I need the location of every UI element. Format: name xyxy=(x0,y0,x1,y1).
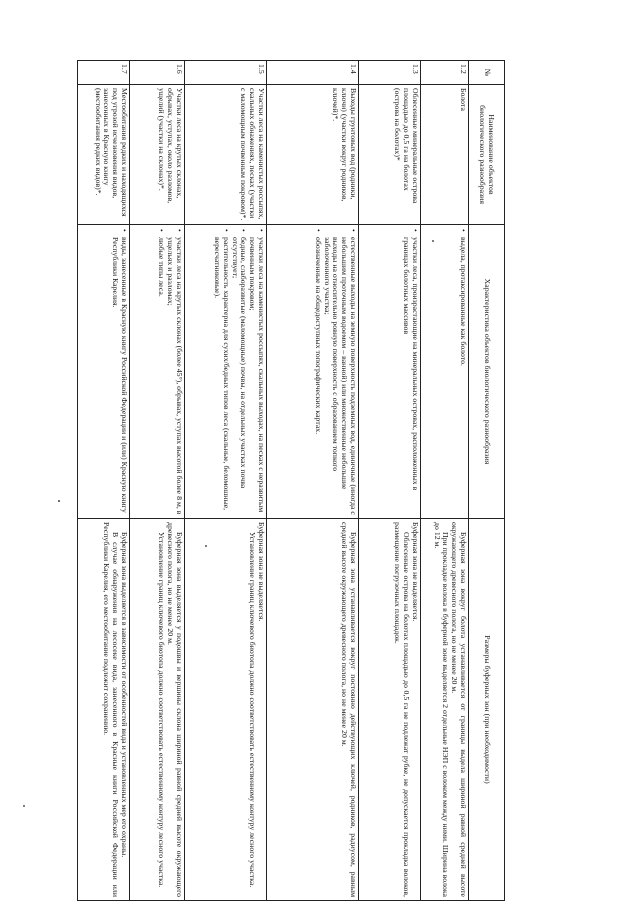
object-characteristics xyxy=(359,225,421,519)
buffer-zone-text xyxy=(359,519,421,901)
scan-speck xyxy=(58,500,60,502)
buffer-paragraph: Облесенные острова на болотах площадью до 0,5 га не подлежат рубке, не допускается прокладка волоков, размещение погрузочных площадок. xyxy=(393,522,412,897)
header-object-name: Наименование объектов биологического разнообразия xyxy=(469,85,505,225)
scan-speck xyxy=(432,240,434,242)
buffer-paragraph: Буферная зона не выделяется. xyxy=(257,522,266,622)
buffer-paragraph: Буферная зона выделяется у подошвы и вершины склона шириной равной средней высоте окружающего древесного полога, но не менее 20 м. xyxy=(166,522,184,897)
header-characteristics: Характеристика объектов биологического разнообразия xyxy=(469,225,505,519)
characteristic-item: • растительность характерна для сухих/бедных типов леса (скальные, беломошные, вересчатниковые). xyxy=(212,237,230,515)
buffer-zone-text xyxy=(267,519,359,901)
characteristic-item: • участки леса, произрастающие на минеральных островах, расположенных в границах болотных массивов xyxy=(401,237,419,515)
header-buffer-zone: Размеры буферных зон (при необходимости) xyxy=(469,519,505,901)
object-name: Болота xyxy=(421,85,469,225)
row-number: 1.3 xyxy=(359,61,421,85)
buffer-zone-text xyxy=(130,519,185,901)
buffer-paragraph: При прокладке волока в буферной зоне выделяется 2 отдельные НЭП с волоком между ними. Ширина волока до 12 м. xyxy=(432,522,451,897)
characteristic-item: • выдела, протаксированные как болото. xyxy=(458,237,467,515)
object-characteristics xyxy=(130,225,185,519)
characteristic-item: • виды, занесенные в Красную книгу Российской Федерации и (или) Красную книгу Республики Карелия. xyxy=(110,237,128,515)
table-row xyxy=(185,61,267,901)
object-name: Местообитания редких и находящихся под угрозой исчезновения видов, занесенных в Красную книгу (местообитания редких видов)*. xyxy=(78,85,130,225)
buffer-paragraph: Буферная зона устанавливается вокруг постоянно действующих ключей, родников, радиусом, равным средней высоте окружающего древесного полога, но не менее 20 м. xyxy=(340,522,358,897)
rotated-page xyxy=(80,60,505,900)
biodiversity-table xyxy=(77,60,505,901)
object-characteristics xyxy=(185,225,267,519)
table-row xyxy=(78,61,130,901)
scan-speck xyxy=(23,805,25,807)
row-number: 1.6 xyxy=(130,61,185,85)
table-row xyxy=(359,61,421,901)
buffer-paragraph: Буферная зона не выделяется. xyxy=(411,522,420,622)
object-name: Участки леса на каменистых россыпях, скальных обнажениях, песках (участки с маломощным почвенным покровом)*. xyxy=(185,85,267,225)
scan-speck xyxy=(205,545,207,547)
buffer-zone-text xyxy=(78,519,130,901)
row-number: 1.7 xyxy=(78,61,130,85)
table-row xyxy=(130,61,185,901)
buffer-paragraph: Буферная зона выделяется в зависимости от особенностей вида и установленных мер его охраны. xyxy=(120,532,129,858)
characteristic-item: • участки леса на крутых склонах (более 45°), обрывах, уступах высотой более 8 м, в ущельях и разломах; xyxy=(165,237,183,515)
table-row xyxy=(421,61,469,901)
object-name: Выходы грунтовых вод (родники, ключи) (участки вокруг родников, ключей)*. xyxy=(267,85,359,225)
table-row xyxy=(267,61,359,901)
table-header-row xyxy=(469,61,505,901)
object-characteristics xyxy=(78,225,130,519)
characteristic-item: • обозначенные на общедоступных топографических картах. xyxy=(313,237,322,515)
buffer-paragraph: Буферная зона вокруг болота устанавливается от границы выдела шириной равной средней высоте окружающего древесного полога, но не менее 20 м. xyxy=(450,522,468,897)
characteristic-item: • участки леса на каменистых россыпях, скальных выходах, на песках с неразвитым почвенным покровом; xyxy=(247,237,265,515)
object-characteristics xyxy=(421,225,469,519)
row-number: 1.4 xyxy=(267,61,359,85)
row-number: 1.2 xyxy=(421,61,469,85)
characteristic-item: • естественные выходы на земную поверхность подземных вод, единичные (иногда с небольшим проточным водоемом – ванной) или множественные небольшие выходы на относительно ровную поверхность с образованием топкого заболоченного участка; xyxy=(322,237,357,515)
buffer-paragraph: Установление границ ключевого биотопа должно соответствовать естественному контуру лесного участка. xyxy=(157,532,167,888)
buffer-paragraph: Установление границ ключевого биотопа должно соответствовать естественному контуру лесного участка. xyxy=(248,532,258,888)
header-number: № xyxy=(469,61,505,85)
buffer-paragraph: В случае обнаружения на лесосеке вида, занесенного в Красные книги Российской Федерации или Республики Карелия, его местообитание подлежит сохранению. xyxy=(102,522,121,897)
object-name: Облесенные минеральные острова площадью до 0,5 га на болотах (острова на болотах)* xyxy=(359,85,421,225)
characteristic-item: • любые типы леса. xyxy=(157,237,166,515)
buffer-zone-text xyxy=(185,519,267,901)
characteristic-item: • бедные, слаборазвитые (маломощные) почвы, на отдельных участках почва отсутствует; xyxy=(230,237,248,515)
object-characteristics xyxy=(267,225,359,519)
buffer-zone-text xyxy=(421,519,469,901)
object-name: Участки леса на крутых склонах, обрывах, уступах, около разломов, ущелий (участки на склонах)*. xyxy=(130,85,185,225)
row-number: 1.5 xyxy=(185,61,267,85)
